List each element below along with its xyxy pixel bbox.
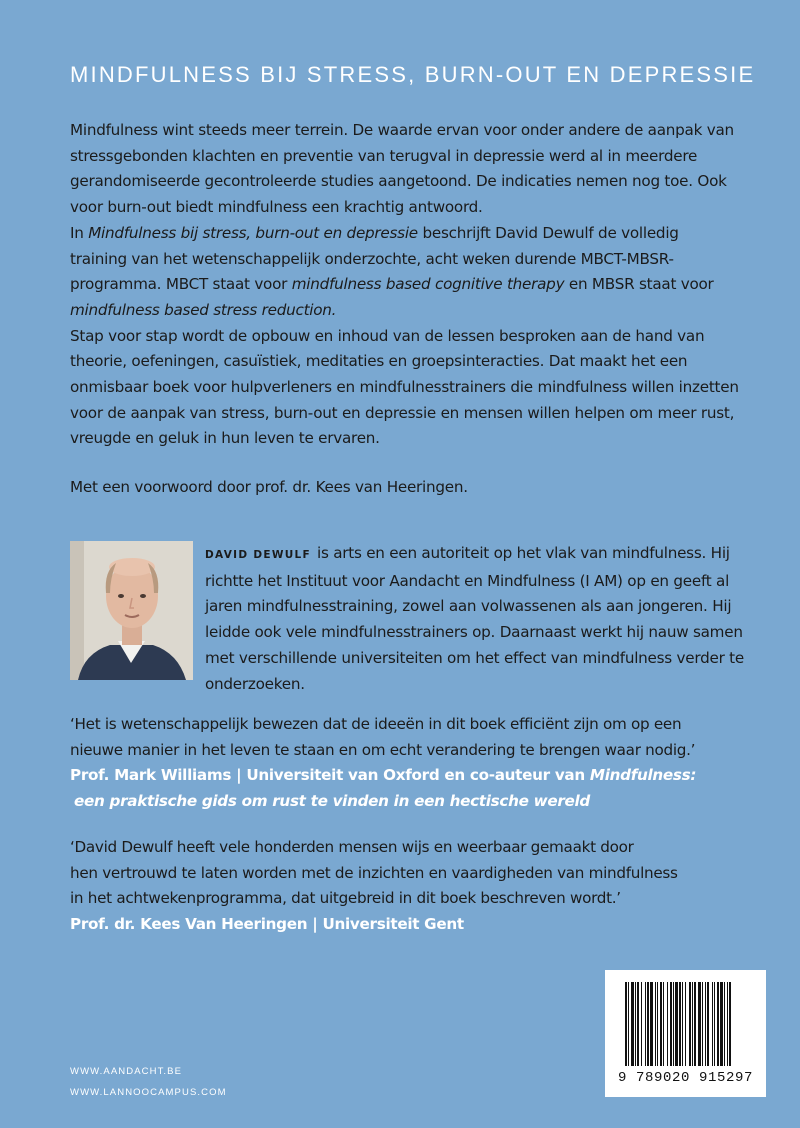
- author-bio-text: is arts en een autoriteit op het vlak van mindfulness. Hij richtte het Instituut voor Aandacht en Mindfulness (I AM) op en geeft al jaren mindfulnesstraining, zowel aan volwassenen als aan jongeren. Hij leidde ook vele mindfulnesstrainers op. Daarnaast werkt hij nauw samen met verschillende universiteiten om het effect van mindfulness verder te onderzoeken.: [205, 544, 744, 693]
- barcode-bar: [712, 982, 713, 1066]
- barcode-bar: [631, 982, 634, 1066]
- quote-line: ‘Het is wetenschappelijk bewezen dat de ideeën in dit boek efficiënt zijn om op een: [70, 715, 682, 733]
- blurb-paragraph-1: Mindfulness wint steeds meer terrein. De waarde ervan voor onder andere de aanpak van stressgebonden klachten en preventie van terugval in depressie werd al in meerdere gerandomiseerde gecontroleerde studies aangetoond. De indicaties nemen nog toe. Ook voor burn-out biedt mindfulness een krachtig antwoord.: [70, 121, 734, 217]
- barcode-bar: [705, 982, 706, 1066]
- quote-williams: [70, 712, 760, 815]
- barcode-bar: [641, 982, 642, 1066]
- barcode-bar: [689, 982, 691, 1066]
- quote-line: in het achtwekenprogramma, dat uitgebreid in dit boek beschreven wordt.’: [70, 889, 621, 908]
- cover-title: MINDFULNESS BIJ STRESS, BURN-OUT EN DEPRESSIE: [70, 62, 756, 87]
- barcode-bar: [670, 982, 672, 1066]
- barcode-bar: [720, 982, 723, 1066]
- barcode-bar: [673, 982, 674, 1066]
- barcode: [605, 970, 766, 1097]
- author-name: DAVID DEWULF: [205, 549, 311, 561]
- barcode-bar: [727, 982, 728, 1066]
- quote-van-heeringen: [70, 835, 760, 938]
- barcode-bar: [694, 982, 696, 1066]
- barcode-bar: [714, 982, 715, 1066]
- barcode-bar: [675, 982, 678, 1066]
- website-aandacht[interactable]: WWW.AANDACHT.BE: [70, 1066, 183, 1077]
- quote-source-book: een praktische gids om rust te vinden in een hectische wereld: [74, 792, 590, 811]
- barcode-bar: [650, 982, 653, 1066]
- barcode-bar: [625, 982, 627, 1066]
- barcode-bar: [663, 982, 664, 1066]
- website-lannoocampus[interactable]: WWW.LANNOOCAMPUS.COM: [70, 1087, 227, 1098]
- quote-source: Prof. Mark Williams | Universiteit van Oxford en co-auteur van Mindfulness:: [70, 766, 697, 785]
- barcode-bar: [655, 982, 656, 1066]
- mbsr-expansion: mindfulness based stress reduction.: [70, 300, 337, 319]
- blurb: [70, 118, 740, 501]
- barcode-bar: [729, 982, 731, 1066]
- barcode-bar: [635, 982, 636, 1066]
- barcode-bar: [637, 982, 639, 1066]
- barcode-bar: [717, 982, 719, 1066]
- foreword-note: Met een voorwoord door prof. dr. Kees van Heeringen.: [70, 478, 468, 497]
- barcode-bar: [698, 982, 701, 1066]
- author-photo: [70, 541, 193, 680]
- author-bio: [205, 541, 745, 697]
- barcode-bar: [647, 982, 649, 1066]
- barcode-bar: [702, 982, 703, 1066]
- mbct-expansion: mindfulness based cognitive therapy: [291, 275, 565, 294]
- quote-line: hen vertrouwd te laten worden met de inzichten en vaardigheden van mindfulness: [70, 863, 678, 882]
- blurb-paragraph-2: In Mindfulness bij stress, burn-out en depressie beschrijft David Dewulf de volledig training van het wetenschappelijk onderzochte, acht weken durende MBCT-MBSR-programma. MBCT staat voor mindfulness based cognitive therapy en MBSR staat voor mindfulness based stress reduction.: [70, 223, 714, 319]
- quote-line: nieuwe manier in het leven te staan en om echt verandering te brengen waar nodig.’: [70, 740, 696, 759]
- barcode-bar: [707, 982, 709, 1066]
- barcode-bar: [682, 982, 683, 1066]
- barcode-bar: [660, 982, 662, 1066]
- barcode-bar: [724, 982, 725, 1066]
- barcode-bar: [679, 982, 681, 1066]
- barcode-bar: [685, 982, 686, 1066]
- barcode-bar: [667, 982, 668, 1066]
- quote-source: Prof. dr. Kees Van Heeringen | Universiteit Gent: [70, 915, 464, 934]
- book-title-italic: Mindfulness bij stress, burn-out en depressie: [88, 223, 418, 242]
- barcode-bar: [692, 982, 693, 1066]
- blurb-paragraph-3: Stap voor stap wordt de opbouw en inhoud van de lessen besproken aan de hand van theorie, oefeningen, casuïstiek, meditaties en groepsinteracties. Dat maakt het een onmisbaar boek voor hulpverleners en mindfulnesstrainers die mindfulness willen inzetten voor de aanpak van stress, burn-out en depressie en mensen willen helpen om meer rust, vreugde en geluk in hun leven te ervaren.: [70, 326, 739, 448]
- barcode-bar: [645, 982, 646, 1066]
- barcode-bar: [657, 982, 658, 1066]
- quote-line: ‘David Dewulf heeft vele honderden mensen wijs en weerbaar gemaakt door: [70, 838, 634, 856]
- isbn-number: 9 789020 915297: [617, 1070, 754, 1086]
- barcode-bar: [628, 982, 629, 1066]
